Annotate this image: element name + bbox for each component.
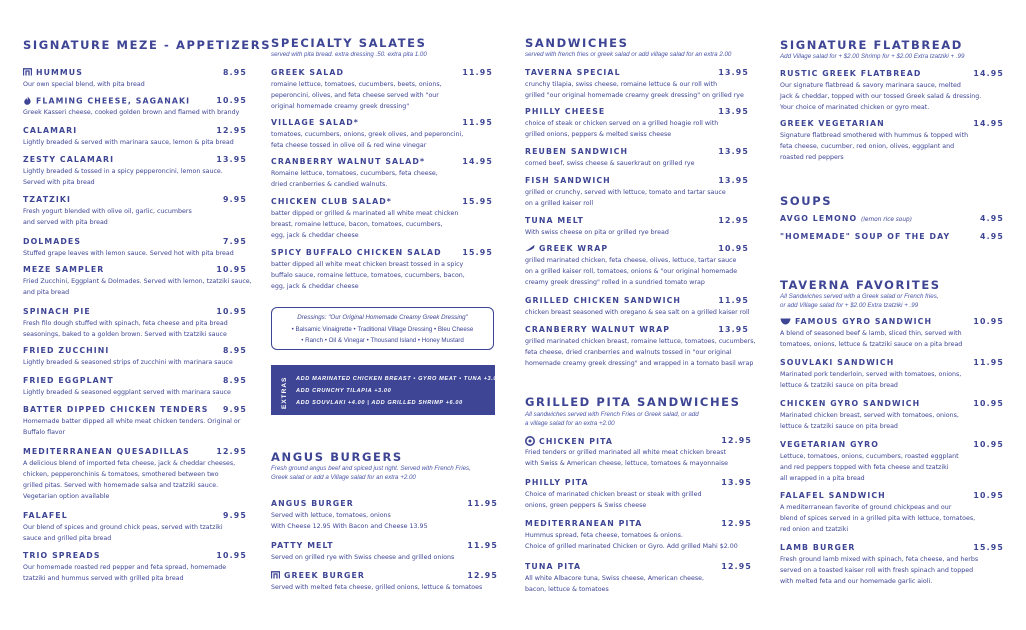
burgers-note-line-1: Fresh ground angus beef and spiced just right. Served with French Fries, (271, 465, 471, 472)
meze-item-name-text: BATTER DIPPED CHICKEN TENDERS (23, 405, 209, 414)
description-line: with Swiss & American cheese, lettuce, tomatoes & mayonnaise (525, 460, 728, 467)
description-line: and red peppers topped with feta cheese and tzatziki (780, 464, 949, 471)
description-line: Choice of marinated chicken breast or steak with grilled (525, 491, 702, 498)
flatbread-item-name (780, 119, 885, 128)
description-line: Lightly breaded & seasoned strips of zucchini with marinara sauce (23, 359, 233, 366)
meze-item-name (23, 307, 91, 316)
burgers-item-name (271, 499, 354, 508)
description-line: feta cheese, dried cranberries and walnuts tossed in "our original (525, 349, 732, 356)
favorites-item-price: 10.95 (973, 491, 1004, 500)
favorites-item-description (780, 451, 959, 484)
meze-item-name (23, 155, 114, 164)
salates-item-description (271, 208, 458, 241)
sandwiches-title: SANDWICHES (525, 36, 629, 50)
meze-item-description (23, 248, 234, 259)
wrap-icon (525, 244, 535, 254)
description-line: choice of steak or chicken served on a grilled hoagie roll with (525, 120, 719, 127)
favorites-item-name-text: CHICKEN GYRO SANDWICH (780, 399, 921, 408)
favorites-item-name-text: SOUVLAKI SANDWICH (780, 358, 895, 367)
description-line: batter dipped all white meat chicken breast tossed in a spicy (271, 261, 464, 268)
salates-column (271, 0, 501, 630)
description-line: Greek Kasseri cheese, cooked golden brown and flamed with brandy (23, 109, 240, 116)
salates-item-name-text: SPICY BUFFALO CHICKEN SALAD (271, 248, 442, 257)
salates-item-name (271, 157, 425, 166)
extras-box (271, 365, 501, 415)
description-line: Lightly breaded & served with marinara sauce, lemon & pita bread (23, 139, 234, 146)
pita-item-price: 12.95 (721, 562, 752, 571)
meze-item-name-text: SPINACH PIE (23, 307, 91, 316)
description-line: and pita bread (23, 289, 70, 296)
meze-item-description (23, 107, 239, 118)
description-line: and served with pita bread (23, 219, 108, 226)
description-line: Fresh filo dough stuffed with spinach, feta cheese and pita bread (23, 320, 228, 327)
burgers-note-line-2: Greek salad or add a Village salad for an extra +2.00 (271, 474, 416, 481)
sandwiches-item-name-text: GREEK WRAP (539, 244, 609, 253)
favorites-item-name (780, 317, 932, 327)
description-line: tzatziki and hummus served with grilled pita bread (23, 575, 184, 582)
sandwiches-item-name (525, 244, 608, 254)
burgers-item-name-text: GREEK BURGER (284, 571, 366, 580)
description-line: roasted red peppers (780, 154, 844, 161)
soup-name-text: AVGO LEMONO (780, 214, 858, 223)
meze-item-description (23, 79, 145, 90)
favorites-item-price: 11.95 (973, 358, 1004, 367)
description-line: lettuce & tzatziki sauce on pita bread (780, 382, 898, 389)
favorites-item-name-text: LAMB BURGER (780, 543, 856, 552)
description-line: Lettuce, tomatoes, onions, cucumbers, roasted eggplant (780, 453, 959, 460)
sandwiches-item-name (525, 325, 670, 334)
meze-item-name-text: TRIO SPREADS (23, 551, 101, 560)
meze-item-description (23, 357, 233, 368)
favorites-item-price: 10.95 (973, 317, 1004, 326)
favorites-item-name (780, 358, 894, 367)
pita-item-name (525, 519, 642, 528)
burgers-item-description (271, 552, 454, 563)
flatbread-item-name (780, 69, 921, 78)
burgers-item-description (271, 510, 428, 532)
meze-item-name-text: ZESTY CALAMARI (23, 155, 115, 164)
sandwiches-item-price: 13.95 (718, 68, 749, 77)
sandwiches-item-price: 12.95 (718, 216, 749, 225)
description-line: Our blend of spices and ground chick peas, served with tzatziki (23, 524, 223, 531)
description-line: on a grilled kaiser roll, tomatoes, onions & "our original homemade (525, 268, 738, 275)
sandwiches-item-name-text: TUNA MELT (525, 216, 584, 225)
favorites-item-name-text: VEGETARIAN GYRO (780, 440, 880, 449)
salates-title: SPECIALTY SALATES (271, 36, 427, 50)
description-line: served on a toasted kaiser roll with fresh spinach and topped (780, 567, 974, 574)
flatbread-title: SIGNATURE FLATBREAD (780, 38, 963, 52)
sandwiches-item-description (525, 118, 718, 140)
favorites-title: TAVERNA FAVORITES (780, 278, 941, 292)
meze-item-name (23, 237, 81, 246)
meze-item-price: 13.95 (216, 155, 247, 164)
description-line: batter dipped or grilled & marinated all white meat chicken (271, 210, 459, 217)
favorites-item-price: 10.95 (973, 399, 1004, 408)
description-line: onions, green peppers & Swiss cheese (525, 502, 647, 509)
meze-item-description (23, 276, 252, 298)
salates-item-price: 11.95 (462, 68, 493, 77)
pita-item-price: 12.95 (721, 519, 752, 528)
extras-line-3: ADD SOUVLAKI +4.00 | ADD GRILLED SHRIMP +6.00 (296, 400, 463, 406)
description-line: on a grilled kaiser roll (525, 200, 594, 207)
sandwiches-item-price: 13.95 (718, 147, 749, 156)
salates-item-name-text: VILLAGE SALAD* (271, 118, 359, 127)
description-line: Hummus spread, feta cheese, tomatoes & onions. (525, 532, 683, 539)
favorites-item-description (780, 554, 978, 587)
meze-column (23, 0, 272, 630)
description-line: original homemade creamy greek dressing" (271, 103, 410, 110)
description-line: A delicious blend of imported feta cheese, jack & cheddar cheeses, (23, 460, 236, 467)
description-line: Marinated pork tenderloin, served with tomatoes, onions, (780, 371, 962, 378)
meze-item-description (23, 318, 228, 340)
dressings-title: Dressings: "Our Original Homemade Creamy Greek Dressing" (297, 314, 468, 321)
pita-item-name (525, 562, 581, 571)
description-line: breast, romaine lettuce, bacon, tomatoes, cucumbers, (271, 221, 443, 228)
sandwiches-item-name-text: GRILLED CHICKEN SANDWICH (525, 296, 682, 305)
burgers-item-price: 11.95 (467, 499, 498, 508)
pita-item-name-text: MEDITERRANEAN PITA (525, 519, 643, 528)
sandwiches-item-price: 13.95 (718, 176, 749, 185)
meze-item-description (23, 387, 231, 398)
meze-item-price: 9.95 (222, 405, 247, 414)
flatbread-item-price: 14.95 (973, 69, 1004, 78)
sandwiches-item-name (525, 216, 584, 225)
description-line: Served on grilled rye with Swiss cheese and grilled onions (271, 554, 455, 561)
meze-item-description (23, 562, 226, 584)
burgers-item-name-text: ANGUS BURGER (271, 499, 354, 508)
description-line: chicken, pepperonchinis & tomatoes, smothered between two (23, 471, 219, 478)
meze-item-description (23, 522, 223, 544)
salates-item-name-text: GREEK SALAD (271, 68, 345, 77)
favorites-item-name-text: FAMOUS GYRO SANDWICH (795, 317, 933, 326)
favorites-item-name (780, 543, 856, 552)
meze-item-name-text: FLAMING CHEESE, SAGANAKI (36, 96, 191, 106)
description-line: Served with melted feta cheese, grilled onions, lettuce & tomatoes (271, 584, 483, 591)
sandwiches-item-name-text: FISH SANDWICH (525, 176, 611, 185)
meze-item-description (23, 206, 192, 228)
soup-name: "HOMEMADE" SOUP OF THE DAY (780, 232, 951, 241)
description-line: homemade creamy greek dressing" and wrapped in a tomato basil wrap (525, 360, 754, 367)
description-line: Buffalo flavor (23, 429, 66, 436)
description-line: Choice of grilled marinated Chicken or Gyro. Add grilled Mahi $2.00 (525, 543, 738, 550)
sandwiches-item-description (525, 336, 756, 369)
description-line: feta cheese, cucumber, red onion, olives, eggplant and (780, 143, 955, 150)
sandwiches-item-price: 10.95 (718, 244, 749, 253)
sandwiches-item-name (525, 176, 611, 185)
sandwiches-item-description (525, 79, 744, 101)
sandwiches-item-description (525, 187, 726, 209)
sandwiches-item-description (525, 227, 669, 238)
meze-item-name (23, 511, 68, 520)
meze-item-name (23, 195, 71, 204)
salates-item-description (271, 168, 438, 190)
description-line: dried cranberries & candied walnuts. (271, 181, 388, 188)
favorites-item-name (780, 399, 920, 408)
description-line: All white Albacore tuna, Swiss cheese, American cheese, (525, 575, 705, 582)
burgers-title: ANGUS BURGERS (271, 450, 403, 464)
greek-key-icon (23, 68, 32, 78)
sandwiches-item-description (525, 307, 750, 318)
pita-note-line-2: a village salad for an extra +2.00 (525, 420, 615, 427)
meze-item-price: 8.95 (222, 346, 247, 355)
description-line: bacon, lettuce & tomatoes (525, 586, 609, 593)
gyro-bowl-icon (780, 317, 791, 327)
pita-item-description (525, 447, 728, 469)
soups-title: SOUPS (780, 194, 833, 208)
description-line: A blend of seasoned beef & lamb, sliced thin, served with (780, 330, 962, 337)
favorites-note-line-2: or add Village salad for + $2.00 Extra tzatziki + .99 (780, 302, 919, 309)
description-line: Fresh ground lamb mixed with spinach, feta cheese, and herbs (780, 556, 979, 563)
salates-item-price: 15.95 (462, 197, 493, 206)
description-line: grilled or crunchy, served with lettuce, tomato and tartar sauce (525, 189, 726, 196)
salates-item-name (271, 118, 359, 127)
description-line: red onion and tzatziki (780, 526, 849, 533)
pita-item-description (525, 573, 704, 595)
salates-item-name (271, 68, 344, 77)
description-line: grilled marinated chicken, feta cheese, olives, lettuce, tartar sauce (525, 257, 737, 264)
favorites-item-name-text: FALAFEL SANDWICH (780, 491, 886, 500)
flatbread-item-description (780, 80, 981, 113)
description-line: With Cheese 12.95 With Bacon and Cheese 13.95 (271, 523, 428, 530)
meze-item-price: 8.95 (222, 376, 247, 385)
pita-item-name-text: CHICKEN PITA (539, 437, 614, 446)
description-line: Stuffed grape leaves with lemon sauce. Served hot with pita bread (23, 250, 234, 257)
meze-item-name (23, 447, 190, 456)
description-line: Our own special blend, with pita bread (23, 81, 145, 88)
soup-price: 4.95 (979, 232, 1004, 241)
flatbread-column (780, 0, 1004, 630)
favorites-item-description (780, 410, 959, 432)
favorites-item-name (780, 440, 879, 449)
pita-item-name-text: TUNA PITA (525, 562, 582, 571)
meze-item-price: 9.95 (222, 195, 247, 204)
soup-inline-note: (lemon rice soup) (861, 217, 912, 223)
flatbread-item-name-text: GREEK VEGETARIAN (780, 119, 885, 128)
salates-item-name (271, 248, 442, 257)
description-line: egg, jack & cheddar cheese (271, 283, 359, 290)
description-line: Homemade batter dipped all white meat chicken tenders. Original or (23, 418, 241, 425)
description-line: Romaine lettuce, tomatoes, cucumbers, feta cheese, (271, 170, 438, 177)
sandwiches-item-name-text: CRANBERRY WALNUT WRAP (525, 325, 671, 334)
greek-key-icon (271, 571, 280, 581)
burgers-item-name (271, 571, 365, 581)
meze-item-name (23, 96, 190, 107)
burgers-item-name-text: PATTY MELT (271, 541, 334, 550)
description-line: Served with pita bread (23, 179, 95, 186)
description-line: tomatoes, cucumbers, onions, greek olives, and peperoncini, (271, 131, 464, 138)
meze-item-description (23, 416, 240, 438)
description-line: Lightly breaded & tossed in a spicy pepperoncini, lemon sauce. (23, 168, 223, 175)
pita-note (525, 410, 699, 428)
description-line: Fried Zucchini, Eggplant & Dolmades. Served with lemon, tzatziki sauce, (23, 278, 252, 285)
favorites-note-line-1: All Sandwiches served with a Greek salad or French fries, (780, 293, 939, 300)
description-line: grilled marinated chicken breast, romaine lettuce, tomatoes, cucumbers, (525, 338, 756, 345)
description-line: all wrapped in a pita bread (780, 475, 865, 482)
sandwiches-item-name (525, 147, 628, 156)
sandwiches-item-name-text: TAVERNA SPECIAL (525, 68, 621, 77)
meze-item-price: 12.95 (216, 126, 247, 135)
meze-item-name (23, 551, 101, 560)
soup-price: 4.95 (979, 214, 1004, 223)
meze-item-name (23, 346, 109, 355)
meze-item-price: 10.95 (216, 307, 247, 316)
sandwiches-item-name (525, 296, 681, 305)
description-line: Fresh yogurt blended with olive oil, garlic, cucumbers (23, 208, 192, 215)
meze-item-name-text: HUMMUS (36, 68, 83, 77)
description-line: Vegetarian option available (23, 493, 110, 500)
flatbread-item-name-text: RUSTIC GREEK FLATBREAD (780, 69, 922, 78)
pita-item-description (525, 530, 738, 552)
meze-item-name (23, 376, 114, 385)
salates-item-description (271, 129, 463, 151)
extras-line-1: ADD MARINATED CHICKEN BREAST • GYRO MEAT • TUNA +3.00 (296, 376, 501, 382)
meze-item-name (23, 265, 104, 274)
flatbread-item-price: 14.95 (973, 119, 1004, 128)
description-line: Signature flatbread smothered with hummus & topped with (780, 132, 969, 139)
flame-icon (23, 96, 32, 107)
description-line: Jack & cheddar, topped with our tossed Greek salad & dressing. (780, 93, 982, 100)
meze-item-description (23, 458, 235, 502)
meze-item-price: 10.95 (216, 265, 247, 274)
description-line: buffalo sauce, romaine lettuce, tomatoes, cucumbers, bacon, (271, 272, 465, 279)
description-line: blend of spices served in a grilled pita with lettuce, tomatoes, (780, 515, 976, 522)
pita-title: GRILLED PITA SANDWICHES (525, 395, 741, 409)
description-line: Marinated chicken breast, served with tomatoes, onions, (780, 412, 959, 419)
description-line: grilled pitas. Served with homemade salsa and tzatziki sauce. (23, 482, 219, 489)
pita-item-description (525, 489, 701, 511)
meze-item-price: 9.95 (222, 511, 247, 520)
description-line: Served with lettuce, tomatoes, onions (271, 512, 391, 519)
description-line: lettuce & tzatziki sauce on pita bread (780, 423, 898, 430)
meze-item-name-text: MEDITERRANEAN QUESADILLAS (23, 447, 190, 456)
meze-item-price: 8.95 (222, 68, 247, 77)
meze-item-name-text: FALAFEL (23, 511, 68, 520)
description-line: grilled onions, peppers & melted swiss cheese (525, 131, 672, 138)
description-line: Our signature flatbread & savory marinara sauce, melted (780, 82, 961, 89)
sandwiches-item-name-text: PHILLY CHEESE (525, 107, 606, 116)
description-line: With swiss cheese on pita or grilled rye bread (525, 229, 669, 236)
meze-item-price: 10.95 (216, 551, 247, 560)
favorites-note (780, 292, 939, 310)
extras-line-2: ADD CRUNCHY TILAPIA +3.00 (296, 388, 392, 394)
burgers-note (271, 464, 471, 482)
salates-item-description (271, 259, 465, 292)
description-line: feta cheese tossed in olive oil & red wine vinegar (271, 142, 427, 149)
description-line: tomatoes, onions, lettuce & tzatziki sauce on a pita bread (780, 341, 963, 348)
meze-item-name-text: DOLMADES (23, 237, 82, 246)
meze-item-name (23, 126, 77, 135)
meze-item-description (23, 166, 223, 188)
salates-note: served with pita bread. extra dressing .50. extra pita 1.00 (271, 51, 427, 58)
salates-item-price: 11.95 (462, 118, 493, 127)
salates-item-price: 14.95 (462, 157, 493, 166)
sandwiches-item-name (525, 107, 605, 116)
flatbread-note: Add Village salad for + $2.00 Shrimp for + $2.00 Extra tzatziki + .99 (780, 53, 965, 60)
meze-item-name-text: FRIED ZUCCHINI (23, 346, 110, 355)
meze-item-name (23, 405, 209, 414)
burgers-item-price: 11.95 (467, 541, 498, 550)
burgers-item-price: 12.95 (467, 571, 498, 580)
pita-item-name-text: PHILLY PITA (525, 478, 589, 487)
description-line: peperoncini, olives, and feta cheese served with "our (271, 92, 439, 99)
favorites-item-description (780, 502, 975, 535)
salates-item-name-text: CHICKEN CLUB SALAD* (271, 197, 392, 206)
meze-item-name-text: FRIED EGGPLANT (23, 376, 114, 385)
description-line: grilled "our original homemade creamy greek dressing" on grilled rye (525, 92, 744, 99)
sandwiches-item-name-text: REUBEN SANDWICH (525, 147, 629, 156)
sandwiches-item-description (525, 255, 737, 288)
description-line: chicken breast seasoned with oregano & sea salt on a grilled kaiser roll (525, 309, 750, 316)
pita-note-line-1: All sandwiches served with French Fries or Greek salad, or add (525, 411, 699, 418)
sandwiches-column (525, 0, 756, 630)
meze-item-price: 12.95 (216, 447, 247, 456)
description-line: creamy greek dressing" rolled in a sundried tomato wrap (525, 279, 705, 286)
description-line: Your choice of marinated chicken or gyro meat. (780, 104, 930, 111)
sandwiches-item-price: 13.95 (718, 325, 749, 334)
meze-item-description (23, 137, 234, 148)
burgers-item-description (271, 582, 482, 593)
soup-name (780, 214, 912, 223)
salates-item-description (271, 79, 442, 112)
favorites-item-price: 10.95 (973, 440, 1004, 449)
description-line: A mediterranean favorite of ground chickpeas and our (780, 504, 952, 511)
description-line: egg, jack & cheddar cheese (271, 232, 359, 239)
description-line: Fried tenders or grilled marinated all white meat chicken breast (525, 449, 726, 456)
description-line: crunchy tilapia, swiss cheese, romaine lettuce & our roll with (525, 81, 718, 88)
salates-item-price: 15.95 (462, 248, 493, 257)
favorites-item-price: 15.95 (973, 543, 1004, 552)
description-line: corned beef, swiss cheese & sauerkraut on grilled rye (525, 160, 695, 167)
flatbread-item-description (780, 130, 968, 163)
pita-item-price: 12.95 (721, 436, 752, 445)
favorites-item-name (780, 491, 886, 500)
description-line: Our homemade roasted red pepper and feta spread, homemade (23, 564, 227, 571)
favorites-item-description (780, 369, 961, 391)
sandwiches-item-price: 11.95 (718, 296, 749, 305)
meze-title: SIGNATURE MEZE - APPETIZERS (23, 38, 272, 52)
sandwiches-note: served with french fries or greek salad or add village salad for an extra 2.00 (525, 51, 732, 58)
description-line: seasonings, baked to a golden brown. Served with tzatziki sauce (23, 331, 227, 338)
sandwiches-item-price: 13.95 (718, 107, 749, 116)
sandwiches-item-name (525, 68, 621, 77)
meze-item-name-text: MEZE SAMPLER (23, 265, 105, 274)
meze-item-name-text: TZATZIKI (23, 195, 72, 204)
dressings-box (271, 307, 494, 350)
meze-item-name (23, 68, 83, 78)
favorites-item-description (780, 328, 962, 350)
salates-item-name (271, 197, 392, 206)
pita-item-name (525, 478, 589, 487)
meze-item-name-text: CALAMARI (23, 126, 78, 135)
dressings-line-1: • Balsamic Vinaigrette • Traditional Village Dressing • Bleu Cheese (291, 326, 474, 333)
description-line: Lightly breaded & seasoned eggplant served with marinara sauce (23, 389, 231, 396)
sandwiches-item-description (525, 158, 695, 169)
dressings-line-2: • Ranch • Oil & Vinegar • Thousand Island • Honey Mustard (301, 337, 464, 344)
meze-item-price: 7.95 (222, 237, 247, 246)
meze-item-price: 10.95 (216, 96, 247, 105)
extras-label: EXTRAS (281, 376, 288, 409)
salates-item-name-text: CRANBERRY WALNUT SALAD* (271, 157, 426, 166)
description-line: with melted feta and our homemade garlic aioli. (780, 578, 933, 585)
pita-item-price: 13.95 (721, 478, 752, 487)
description-line: sauce and grilled pita bread (23, 535, 112, 542)
description-line: romaine lettuce, tomatoes, cucumbers, beets, onions, (271, 81, 442, 88)
burgers-item-name (271, 541, 334, 550)
